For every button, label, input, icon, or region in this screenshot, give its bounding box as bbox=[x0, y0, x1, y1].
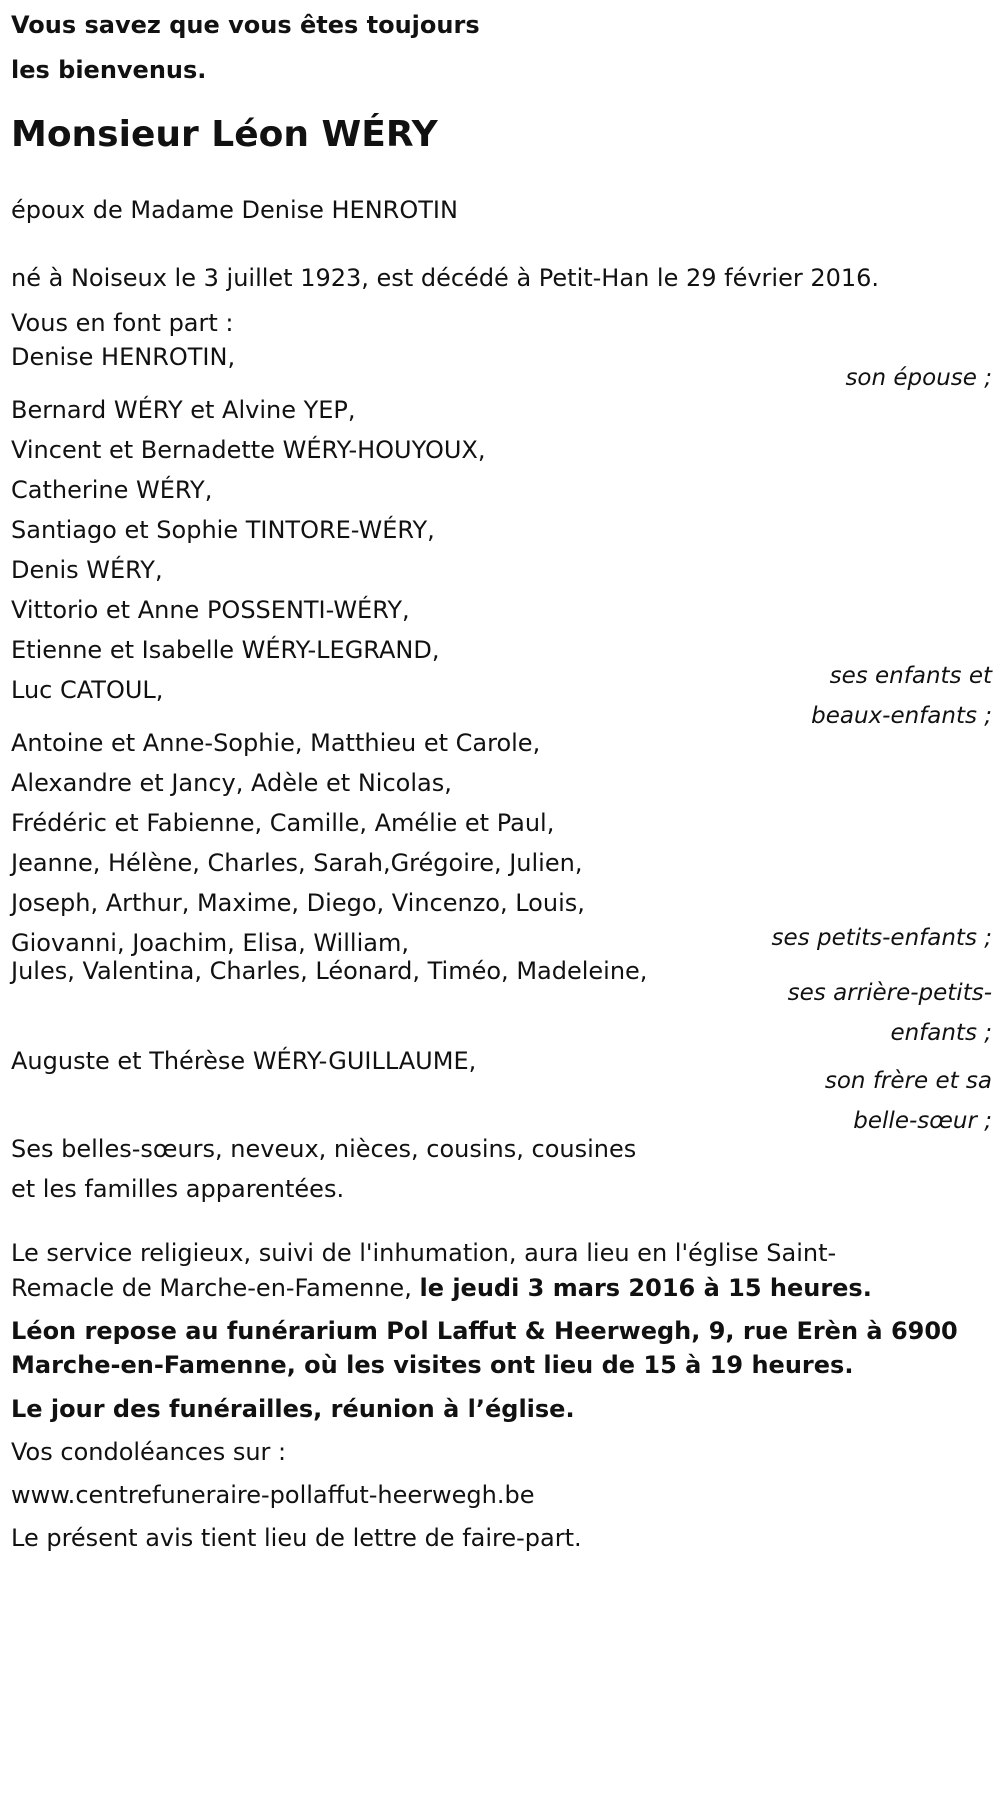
list-item: Giovanni, Joachim, Elisa, William, bbox=[11, 929, 409, 957]
condolences-label: Vos condoléances sur : bbox=[11, 1438, 287, 1466]
relation-label: ses arrière-petits- bbox=[787, 980, 992, 1006]
extended-family bbox=[11, 1129, 636, 1209]
footer-note: Le présent avis tient lieu de lettre de faire-part. bbox=[11, 1524, 582, 1552]
relation-label: enfants ; bbox=[890, 1020, 992, 1046]
list-item: Catherine WÉRY, bbox=[11, 476, 213, 504]
list-item: Antoine et Anne-Sophie, Matthieu et Carole, bbox=[11, 729, 541, 757]
list-item: Ses belles-sœurs, neveux, nièces, cousins, cousines bbox=[11, 1135, 637, 1163]
list-item: Frédéric et Fabienne, Camille, Amélie et Paul, bbox=[11, 809, 555, 837]
funeral-day-line: Le jour des funérailles, réunion à l’église. bbox=[11, 1395, 575, 1423]
list-item: Etienne et Isabelle WÉRY-LEGRAND, bbox=[11, 636, 440, 664]
service-date: le jeudi 3 mars 2016 à 15 heures. bbox=[419, 1274, 872, 1302]
spouse-names bbox=[11, 337, 235, 377]
list-item: Vincent et Bernadette WÉRY-HOUYOUX, bbox=[11, 436, 486, 464]
list-item: Auguste et Thérèse WÉRY-GUILLAUME, bbox=[11, 1047, 477, 1075]
list-item: Bernard WÉRY et Alvine YEP, bbox=[11, 396, 356, 424]
relation-label: belle-sœur ; bbox=[853, 1108, 992, 1134]
list-item: Luc CATOUL, bbox=[11, 676, 164, 704]
siblings-relation bbox=[825, 1061, 992, 1141]
list-item: Joseph, Arthur, Maxime, Diego, Vincenzo, Louis, bbox=[11, 889, 585, 917]
spouse-line: époux de Madame Denise HENROTIN bbox=[11, 196, 458, 224]
children-names bbox=[11, 390, 485, 710]
great-grandchildren-names bbox=[11, 951, 647, 991]
spouse-relation bbox=[845, 358, 992, 398]
list-item: Vittorio et Anne POSSENTI-WÉRY, bbox=[11, 596, 410, 624]
viewing-line-2: Marche-en-Famenne, où les visites ont lieu de 15 à 19 heures. bbox=[11, 1351, 854, 1379]
viewing-line-1: Léon repose au funérarium Pol Laffut & Heerwegh, 9, rue Erèn à 6900 bbox=[11, 1317, 958, 1345]
service-location: Remacle de Marche-en-Famenne, bbox=[11, 1274, 420, 1302]
relation-label: ses petits-enfants ; bbox=[771, 925, 992, 951]
service-line-2 bbox=[11, 1268, 872, 1308]
list-item: Alexandre et Jancy, Adèle et Nicolas, bbox=[11, 769, 452, 797]
great-grandchildren-relation bbox=[788, 973, 992, 1053]
list-item: Jeanne, Hélène, Charles, Sarah,Grégoire, Julien, bbox=[11, 849, 583, 877]
deceased-name: Monsieur Léon WÉRY bbox=[11, 114, 438, 155]
list-item: Denis WÉRY, bbox=[11, 556, 163, 584]
list-item: et les familles apparentées. bbox=[11, 1175, 345, 1203]
birth-death-line: né à Noiseux le 3 juillet 1923, est décédé à Petit-Han le 29 février 2016. bbox=[11, 264, 880, 292]
intro-line-1: Vous savez que vous êtes toujours bbox=[11, 11, 480, 39]
siblings-names bbox=[11, 1041, 476, 1081]
list-item: Jules, Valentina, Charles, Léonard, Timéo, Madeleine, bbox=[11, 957, 648, 985]
relation-label: son épouse ; bbox=[845, 365, 992, 391]
grandchildren-names bbox=[11, 723, 585, 963]
intro-line-2: les bienvenus. bbox=[11, 56, 207, 84]
announce-heading: Vous en font part : bbox=[11, 309, 234, 337]
grandchildren-relation bbox=[772, 918, 992, 958]
service-line-1: Le service religieux, suivi de l'inhumation, aura lieu en l'église Saint- bbox=[11, 1239, 837, 1267]
relation-label: son frère et sa bbox=[824, 1068, 992, 1094]
children-relation bbox=[811, 656, 992, 736]
list-item: Santiago et Sophie TINTORE-WÉRY, bbox=[11, 516, 435, 544]
relation-label: ses enfants et bbox=[829, 663, 992, 689]
list-item: Denise HENROTIN, bbox=[11, 343, 236, 371]
condolences-website: www.centrefuneraire-pollaffut-heerwegh.be bbox=[11, 1481, 535, 1509]
relation-label: beaux-enfants ; bbox=[811, 703, 992, 729]
